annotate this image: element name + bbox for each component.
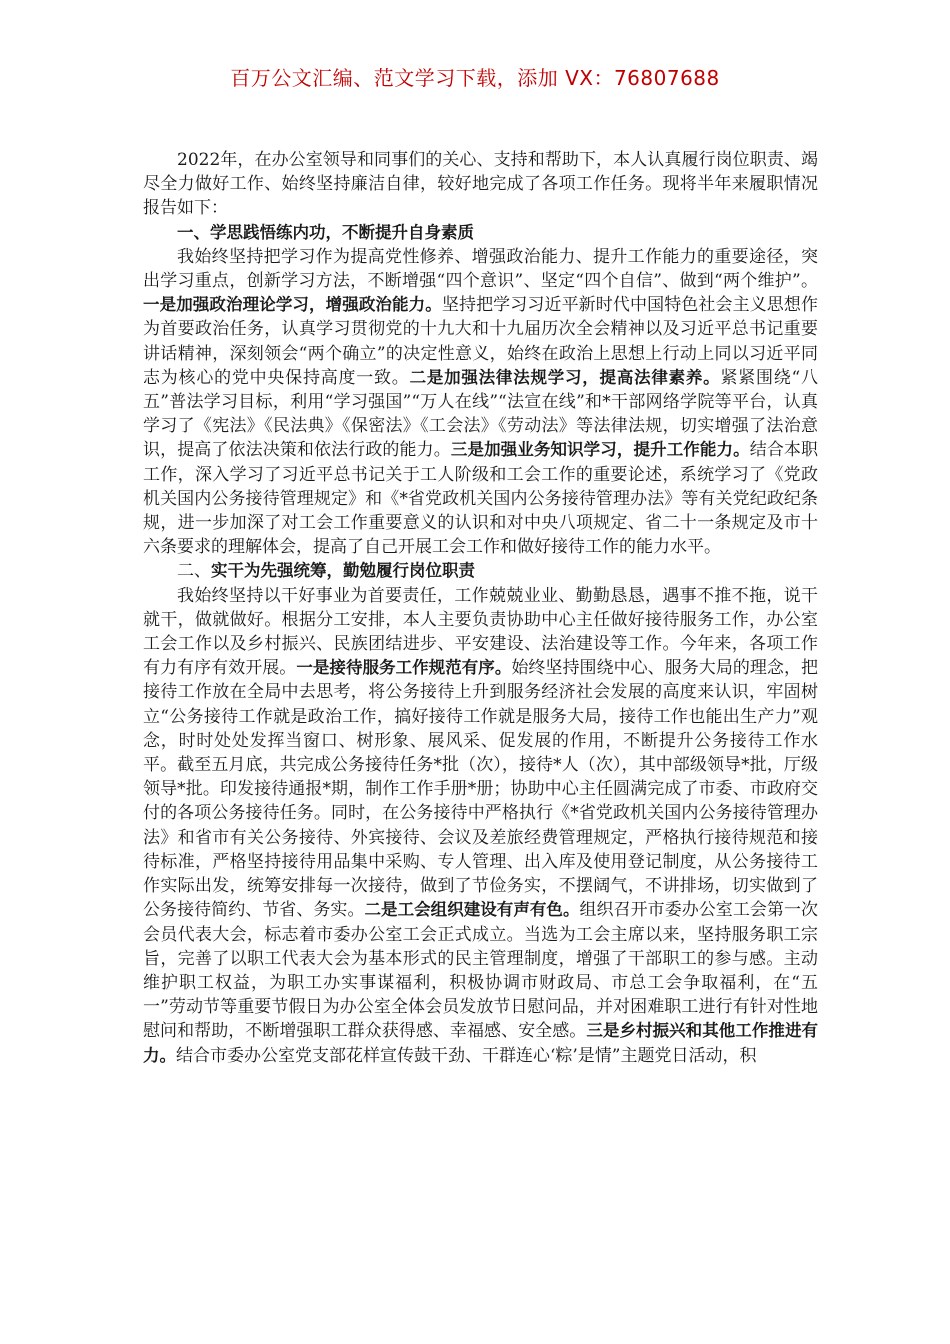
section1-point-2: 二是加强法律法规学习，提高法律素养。 bbox=[409, 367, 721, 387]
section2-paragraph bbox=[143, 584, 818, 1068]
section2-text-d: 组织召开市委办公室工会第一次会员代表大会，标志着市委办公室工会正式成立。当选为工会主席以来，坚持服务职工宗旨，完善了以职工代表大会为基本形式的民主管理制度，增强了干部职工的参与感。主动维护职工权益，为职工办实事谋福利，积极协调市财政局、市总工会争取福利，在“五一”劳动节等重要节假日为办公室全体会员发放节日慰问品，并对困难职工进行有针对性地慰问和帮助，不断增强职工群众获得感、幸福感、安全感。 bbox=[143, 900, 818, 1042]
section1-text-e: 结合本职工作，深入学习了习近平总书记关于工人阶级和工会工作的重要论述，系统学习了《党政机关国内公务接待管理规定》和《*省党政机关国内公务接待管理办法》等有关党纪政纪条规，进一步加深了对工会工作重要意义的认识和对中央八项规定、省二十一条规定及市十六条要求的理解体会，提高了自己开展工会工作和做好接待工作的能力水平。 bbox=[143, 440, 819, 558]
intro-paragraph: 2022年，在办公室领导和同事们的关心、支持和帮助下，本人认真履行岗位职责、竭尽全力做好工作、始终坚持廉洁自律，较好地完成了各项工作任务。现将半年来履职情况报告如下： bbox=[143, 150, 818, 219]
section1-text-a: 我始终坚持把学习作为提高党性修养、增强政治能力、提升工作能力的重要途径，突出学习重点，创新学习方法，不断增强“四个意识”、坚定“四个自信”、做到“两个维护”。 bbox=[143, 246, 818, 292]
section-heading-1-text: 一、学思践悟练内功，不断提升自身素质 bbox=[177, 222, 474, 242]
section2-point-1: 一是接待服务工作规范有序。 bbox=[296, 658, 512, 678]
section-heading-2 bbox=[143, 559, 818, 583]
section1-text-d: 紧紧围绕“八五”普法学习目标，利用“学习强国”“万人在线”“法宣在线”和*干部网络学院等平台，认真学习了《宪法》《民法典》《保密法》《工会法》《劳动法》等法律法规，切实增强了法治意识，提高了依法决策和依法行政的能力。 bbox=[143, 367, 819, 461]
section1-point-3: 三是加强业务知识学习，提升工作能力。 bbox=[450, 440, 750, 460]
section1-text-c: 坚持把学习习近平新时代中国特色社会主义思想作为首要政治任务，认真学习贯彻党的十九大和十九届历次全会精神以及习近平总书记重要讲话精神，深刻领会“两个确立”的决定性意义，始终在政治上思想上行动上同以习近平同志为核心的党中央保持高度一致。 bbox=[143, 295, 819, 388]
section-heading-2-text: 实干为先强统筹，勤勉履行岗位职责 bbox=[211, 561, 475, 581]
document-body bbox=[143, 148, 818, 1068]
section2-point-2: 二是工会组织建设有声有色。 bbox=[364, 900, 580, 920]
section2-text-a: 我始终坚持以干好事业为首要责任，工作兢兢业业、勤勤恳恳，遇事不推不拖，说干就干，做就做好。根据分工安排，本人主要负责协助中心主任做好接待服务工作，办公室工会工作以及乡村振兴、民族团结进步、平安建设、法治建设等工作。今年来，各项工作有力有序有效开展。 bbox=[143, 585, 818, 679]
section-heading-1 bbox=[143, 221, 818, 245]
section1-point-1: 一是加强政治理论学习，增强政治能力。 bbox=[143, 295, 442, 315]
section2-text-c: 始终坚持围绕中心、服务大局的理念，把接待工作放在全局中去思考，将公务接待上升到服务经济社会发展的高度来认识，牢固树立“公务接待工作就是政治工作，搞好接待工作就是服务大局，接待工作也能出生产力”观念，时时处处发挥当窗口、树形象、展风采、促发展的作用，不断提升公务接待工作水平。截至五月底，共完成公务接待任务*批（次），接待*人（次），其中部级领导*批，厅级领导*批。印发接待通报*期，制作工作手册*册；协助中心主任圆满完成了市委、市政府交付的各项公务接待任务。同时，在公务接待中严格执行《*省党政机关国内公务接待管理办法》和省市有关公务接待、外宾接待、会议及差旅经费管理规定，严格执行接待规范和接待标准，严格坚持接待用品集中采购、专人管理、出入库及使用登记制度，从公务接待工作实际出发，统筹安排每一次接待，做到了节俭务实，不摆阔气，不讲排场，切实做到了公务接待简约、节省、务实。 bbox=[143, 658, 819, 921]
section1-paragraph bbox=[143, 245, 818, 560]
watermark-banner: 百万公文汇编、范文学习下载，添加 VX：76807688 bbox=[230, 66, 720, 90]
section2-point-3: 三是乡村振兴和其他工作推进有力。 bbox=[143, 1021, 819, 1065]
section2-text-e: 结合市委办公室党支部花样宣传鼓干劲、干群连心‘粽’是情”主题党日活动，积 bbox=[176, 1045, 757, 1066]
section-heading-2-number: 二、 bbox=[177, 561, 211, 582]
